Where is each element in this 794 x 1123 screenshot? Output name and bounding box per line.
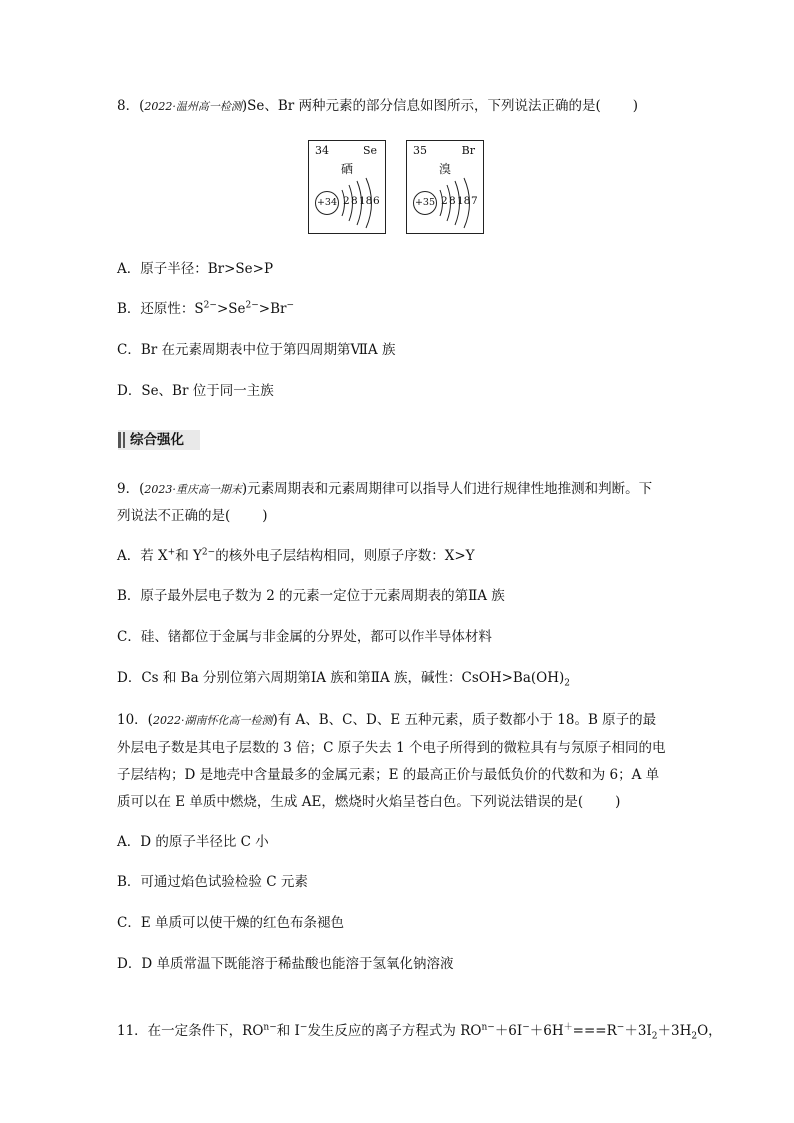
nucleus: +35 [413,191,437,215]
element-symbol: Br [461,144,475,157]
shell-1: 2 [441,195,448,207]
section-title: 综合强化 [130,432,184,448]
q8-stem: 8．(2022·温州高一检测)Se、Br 两种元素的部分信息如图所示，下列说法正确的是( ) [117,98,639,114]
shell-4: 7 [471,195,478,207]
electron-shell-arcs [309,141,385,233]
shell-1: 2 [343,195,350,207]
q9-option-d: D．Cs 和 Ba 分别位第六周期第ⅠA 族和第ⅡA 族，碱性：$CsOH>Ba(OH)_2$ [117,670,571,689]
q10-option-a: A．D 的原子半径比 C 小 [117,834,269,850]
element-symbol: Se [362,144,377,157]
q10-stem-line1: 10．(2022·湖南怀化高一检测)有 A、B、C、D、E 五种元素，质子数都小于 18。B 原子的最 [117,712,657,728]
shell-2: 8 [351,195,358,207]
shell-2: 8 [449,195,456,207]
q9-option-a: A．若 X+和 $Y^{2-}$的核外电子层结构相同，则原子序数：X>Y [117,547,475,564]
q9-option-b: B．原子最外层电子数为 2 的元素一定位于元素周期表的第ⅡA 族 [117,588,505,604]
atomic-number: 34 [315,144,329,157]
q8-option-a: A．原子半径：Br>Se>P [117,261,274,277]
element-card-se [308,140,386,234]
atomic-number: 35 [413,144,427,157]
nucleus: +34 [315,191,339,215]
q11-stem: 11．在一定条件下，$RO^{n-}$和 I−发生反应的离子方程式为 $RO^{n-}+6I^-+6H^+===R^-+3I_2+3H_2O$， [117,1022,722,1042]
element-name: 硒 [340,162,353,176]
q10-option-c: C．E 单质可以使干燥的红色布条褪色 [117,915,344,931]
shell-3: 18 [457,195,471,207]
q10-source: 2022·湖南怀化高一检测 [152,714,273,727]
q10-option-b: B．可通过焰色试验检验 C 元素 [117,874,308,890]
q8-option-b: B．还原性：$S^{2-}>Se^{2-}>Br^-$ [117,300,295,317]
q9-source: 2023·重庆高一期末 [144,483,242,496]
electron-shell-arcs [407,141,483,233]
shell-3: 18 [359,195,373,207]
q8-option-c: C．Br 在元素周期表中位于第四周期第ⅦA 族 [117,342,396,358]
q8-option-d: D．Se、Br 位于同一主族 [117,383,274,399]
section-header [118,430,200,450]
q10-option-d: D．D 单质常温下既能溶于稀盐酸也能溶于氢氧化钠溶液 [117,956,454,972]
element-card-br [406,140,484,234]
q9-option-c: C．硅、锗都位于金属与非金属的分界处，都可以作半导体材料 [117,629,492,645]
q9-stem-line2: 列说法不正确的是( ) [117,508,268,524]
shell-4: 6 [373,195,380,207]
q8-source: 2022·温州高一检测 [144,100,242,113]
element-name: 溴 [438,162,451,176]
q10-stem-line2: 外层电子数是其电子层数的 3 倍；C 原子失去 1 个电子所得到的微粒具有与氖原子相同的电 [117,740,666,756]
q10-stem-line3: 子层结构；D 是地壳中含量最多的金属元素；E 的最高正价与最低负价的代数和为 6；A 单 [117,767,660,783]
q10-stem-line4: 质可以在 E 单质中燃烧，生成 AE，燃烧时火焰呈苍白色。下列说法错误的是( ) [117,794,621,810]
q9-stem-line1: 9．(2023·重庆高一期末)元素周期表和元素周期律可以指导人们进行规律性地推测和判断。下 [117,481,653,497]
